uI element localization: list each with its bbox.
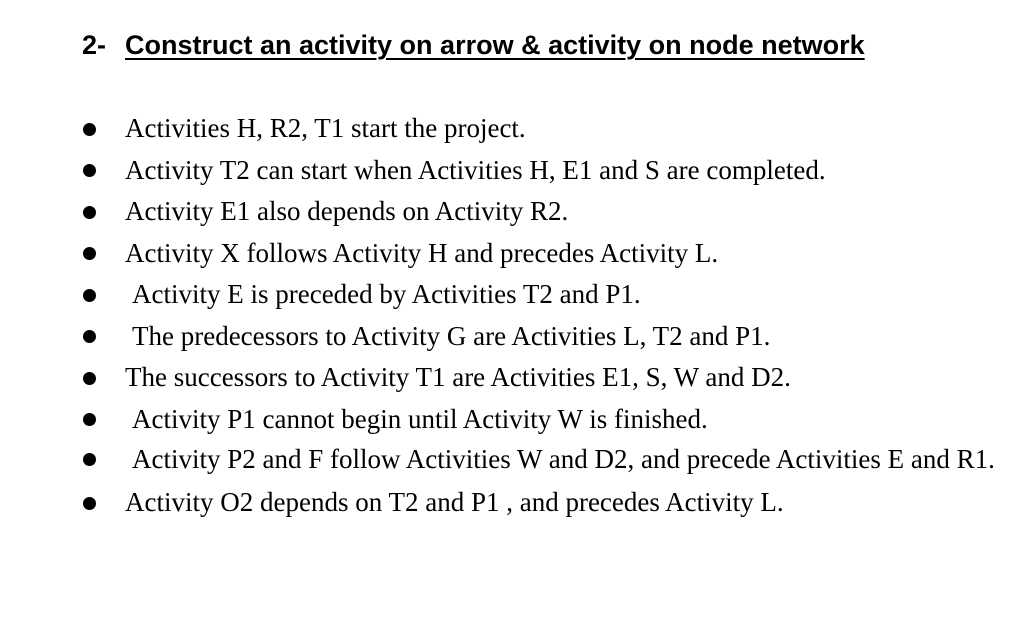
list-item-text: Activities H, R2, T1 start the project. <box>125 113 526 143</box>
list-item <box>0 233 1035 275</box>
list-item-text: Activity E is preceded by Activities T2 and P1. <box>132 279 641 309</box>
list-item <box>0 191 1035 233</box>
list-item <box>0 440 1035 478</box>
list-item <box>0 274 1035 316</box>
bullet-icon <box>83 247 96 260</box>
list-item <box>0 316 1035 358</box>
list-item-text: Activity X follows Activity H and precedes Activity L. <box>125 237 719 268</box>
list-item <box>0 150 1035 192</box>
list-item-text: Activity T2 can start when Activities H, E1 and S are completed. <box>125 154 826 185</box>
list-item <box>0 399 1035 441</box>
bullet-icon <box>83 206 96 219</box>
list-item-text: The predecessors to Activity G are Activities L, T2 and P1. <box>132 320 771 351</box>
activity-list <box>0 108 1035 524</box>
bullet-icon <box>83 123 96 136</box>
bullet-icon <box>83 164 96 177</box>
list-item-text: Activity E1 also depends on Activity R2. <box>125 196 569 226</box>
bullet-icon <box>83 289 96 302</box>
list-item-text: Activity O2 depends on T2 and P1 , and precedes Activity L. <box>125 487 784 517</box>
bullet-icon <box>83 372 96 385</box>
list-item <box>0 482 1035 524</box>
question-title: Construct an activity on arrow & activity on node network <box>125 30 865 60</box>
question-heading <box>82 27 865 63</box>
list-item <box>0 357 1035 399</box>
list-item-text: Activity P2 and F follow Activities W and D2, and precede Activities E and R1. <box>132 444 995 474</box>
question-number: 2- <box>82 30 107 60</box>
list-item <box>0 108 1035 150</box>
bullet-icon <box>83 413 96 426</box>
bullet-icon <box>83 330 96 343</box>
bullet-icon <box>83 497 96 510</box>
bullet-icon <box>83 453 96 466</box>
list-item-text: The successors to Activity T1 are Activities E1, S, W and D2. <box>125 362 791 392</box>
list-item-text: Activity P1 cannot begin until Activity W is finished. <box>132 403 708 434</box>
